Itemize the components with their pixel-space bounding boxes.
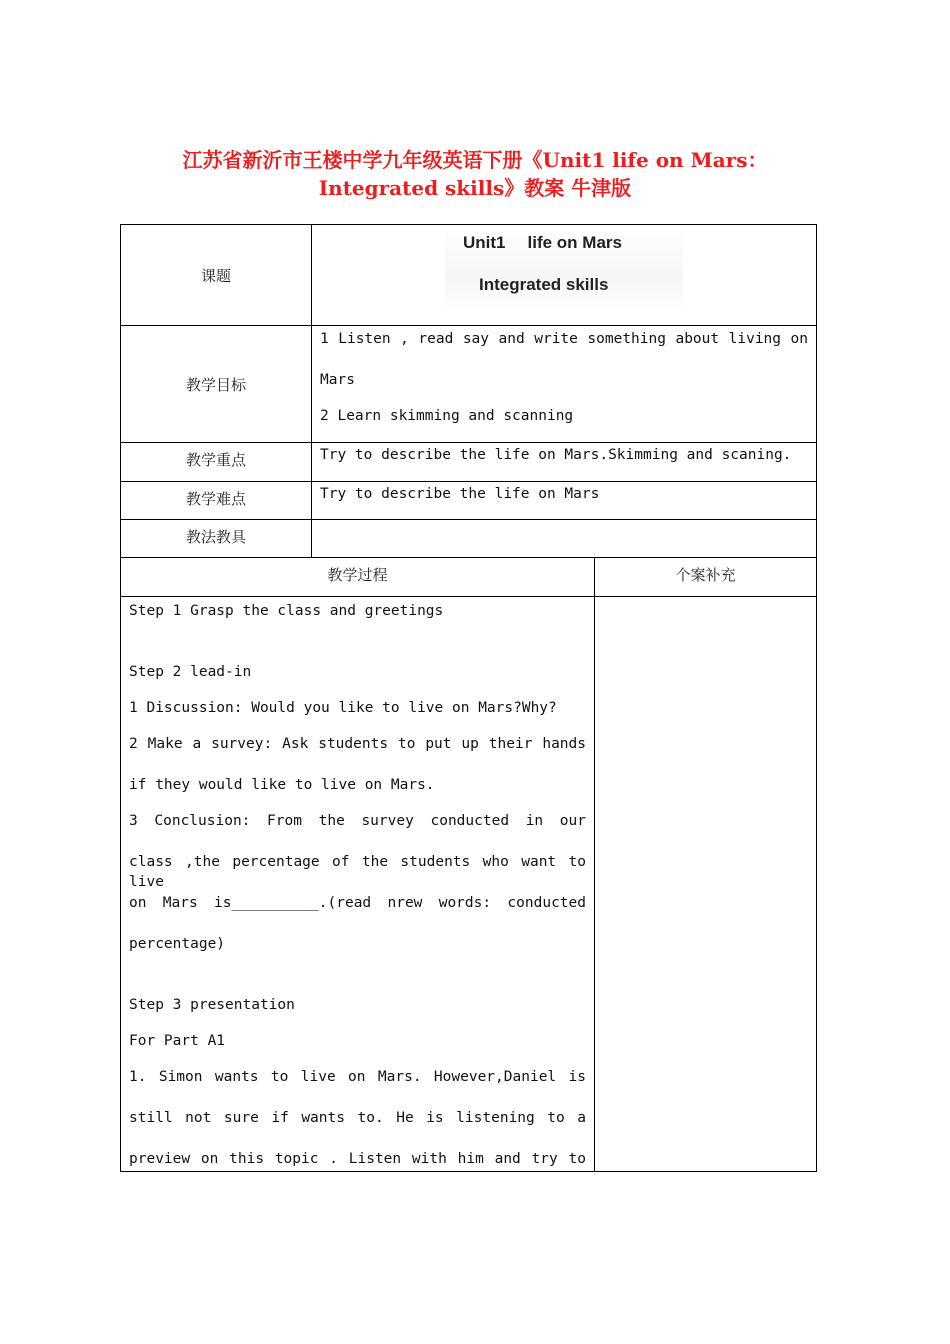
conclusion-line-1: 3 Conclusion: From the survey conducted in our: [129, 813, 586, 829]
item-1-line-1: 1. Simon wants to live on Mars. However,Daniel is: [129, 1069, 586, 1085]
document-title: [0, 146, 950, 202]
methods-text: [312, 520, 816, 526]
methods-label: 教法教具: [121, 520, 312, 558]
topic-heading-line-2: Integrated skills: [479, 275, 609, 294]
key-points-row: [121, 443, 817, 482]
difficulty-row: [121, 482, 817, 520]
topic-heading-image: [445, 225, 683, 313]
goals-row: [121, 326, 817, 443]
goals-line-2: Mars: [320, 372, 355, 388]
survey-line-1: 2 Make a survey: Ask students to put up their hands: [129, 736, 586, 752]
step-3: Step 3 presentation: [129, 997, 295, 1013]
topic-unit-title: life on Mars: [527, 233, 622, 252]
lesson-plan-table: [120, 224, 817, 1172]
process-body-row: [121, 597, 817, 1172]
difficulty-text: Try to describe the life on Mars: [320, 486, 600, 502]
goals-line-1: 1 Listen , read say and write something about living on: [320, 331, 808, 347]
key-points-text: Try to describe the life on Mars.Skimming and scaning.: [320, 447, 792, 463]
step-1: Step 1 Grasp the class and greetings: [129, 603, 444, 619]
topic-row: [121, 225, 817, 326]
key-points-label: 教学重点: [121, 443, 312, 482]
key-points-value-cell: [312, 443, 817, 482]
title-line-2: Integrated skills》教案 牛津版: [318, 176, 632, 200]
part-a1-heading: For Part A1: [129, 1033, 226, 1049]
process-content-cell: [121, 597, 595, 1172]
discussion-item: 1 Discussion: Would you like to live on Mars?Why?: [129, 700, 557, 716]
difficulty-label: 教学难点: [121, 482, 312, 520]
topic-unit: Unit1: [463, 233, 506, 252]
conclusion-line-3: on Mars is__________.(read nrew words: conducted: [129, 895, 586, 911]
goals-line-3: 2 Learn skimming and scanning: [320, 408, 574, 424]
methods-row: [121, 520, 817, 558]
goals-label: 教学目标: [121, 326, 312, 443]
supplement-header: 个案补充: [595, 558, 817, 597]
topic-label: 课题: [121, 225, 312, 326]
item-1-line-2: still not sure if wants to. He is listening to a: [129, 1110, 586, 1126]
conclusion-line-2: class ,the percentage of the students who want to live: [129, 854, 586, 890]
process-header: 教学过程: [121, 558, 595, 597]
supplement-content-cell: [595, 597, 817, 1172]
goals-value-cell: [312, 326, 817, 443]
methods-value-cell: [312, 520, 817, 558]
topic-heading-line-1: [463, 231, 683, 273]
item-1-line-3: preview on this topic . Listen with him and try to: [129, 1151, 586, 1167]
conclusion-line-4: percentage): [129, 936, 226, 952]
step-2: Step 2 lead-in: [129, 664, 252, 680]
topic-value-cell: [312, 225, 817, 326]
difficulty-value-cell: [312, 482, 817, 520]
process-header-row: [121, 558, 817, 597]
survey-line-2: if they would like to live on Mars.: [129, 777, 435, 793]
title-line-1: 江苏省新沂市王楼中学九年级英语下册《Unit1 life on Mars：: [182, 148, 768, 172]
